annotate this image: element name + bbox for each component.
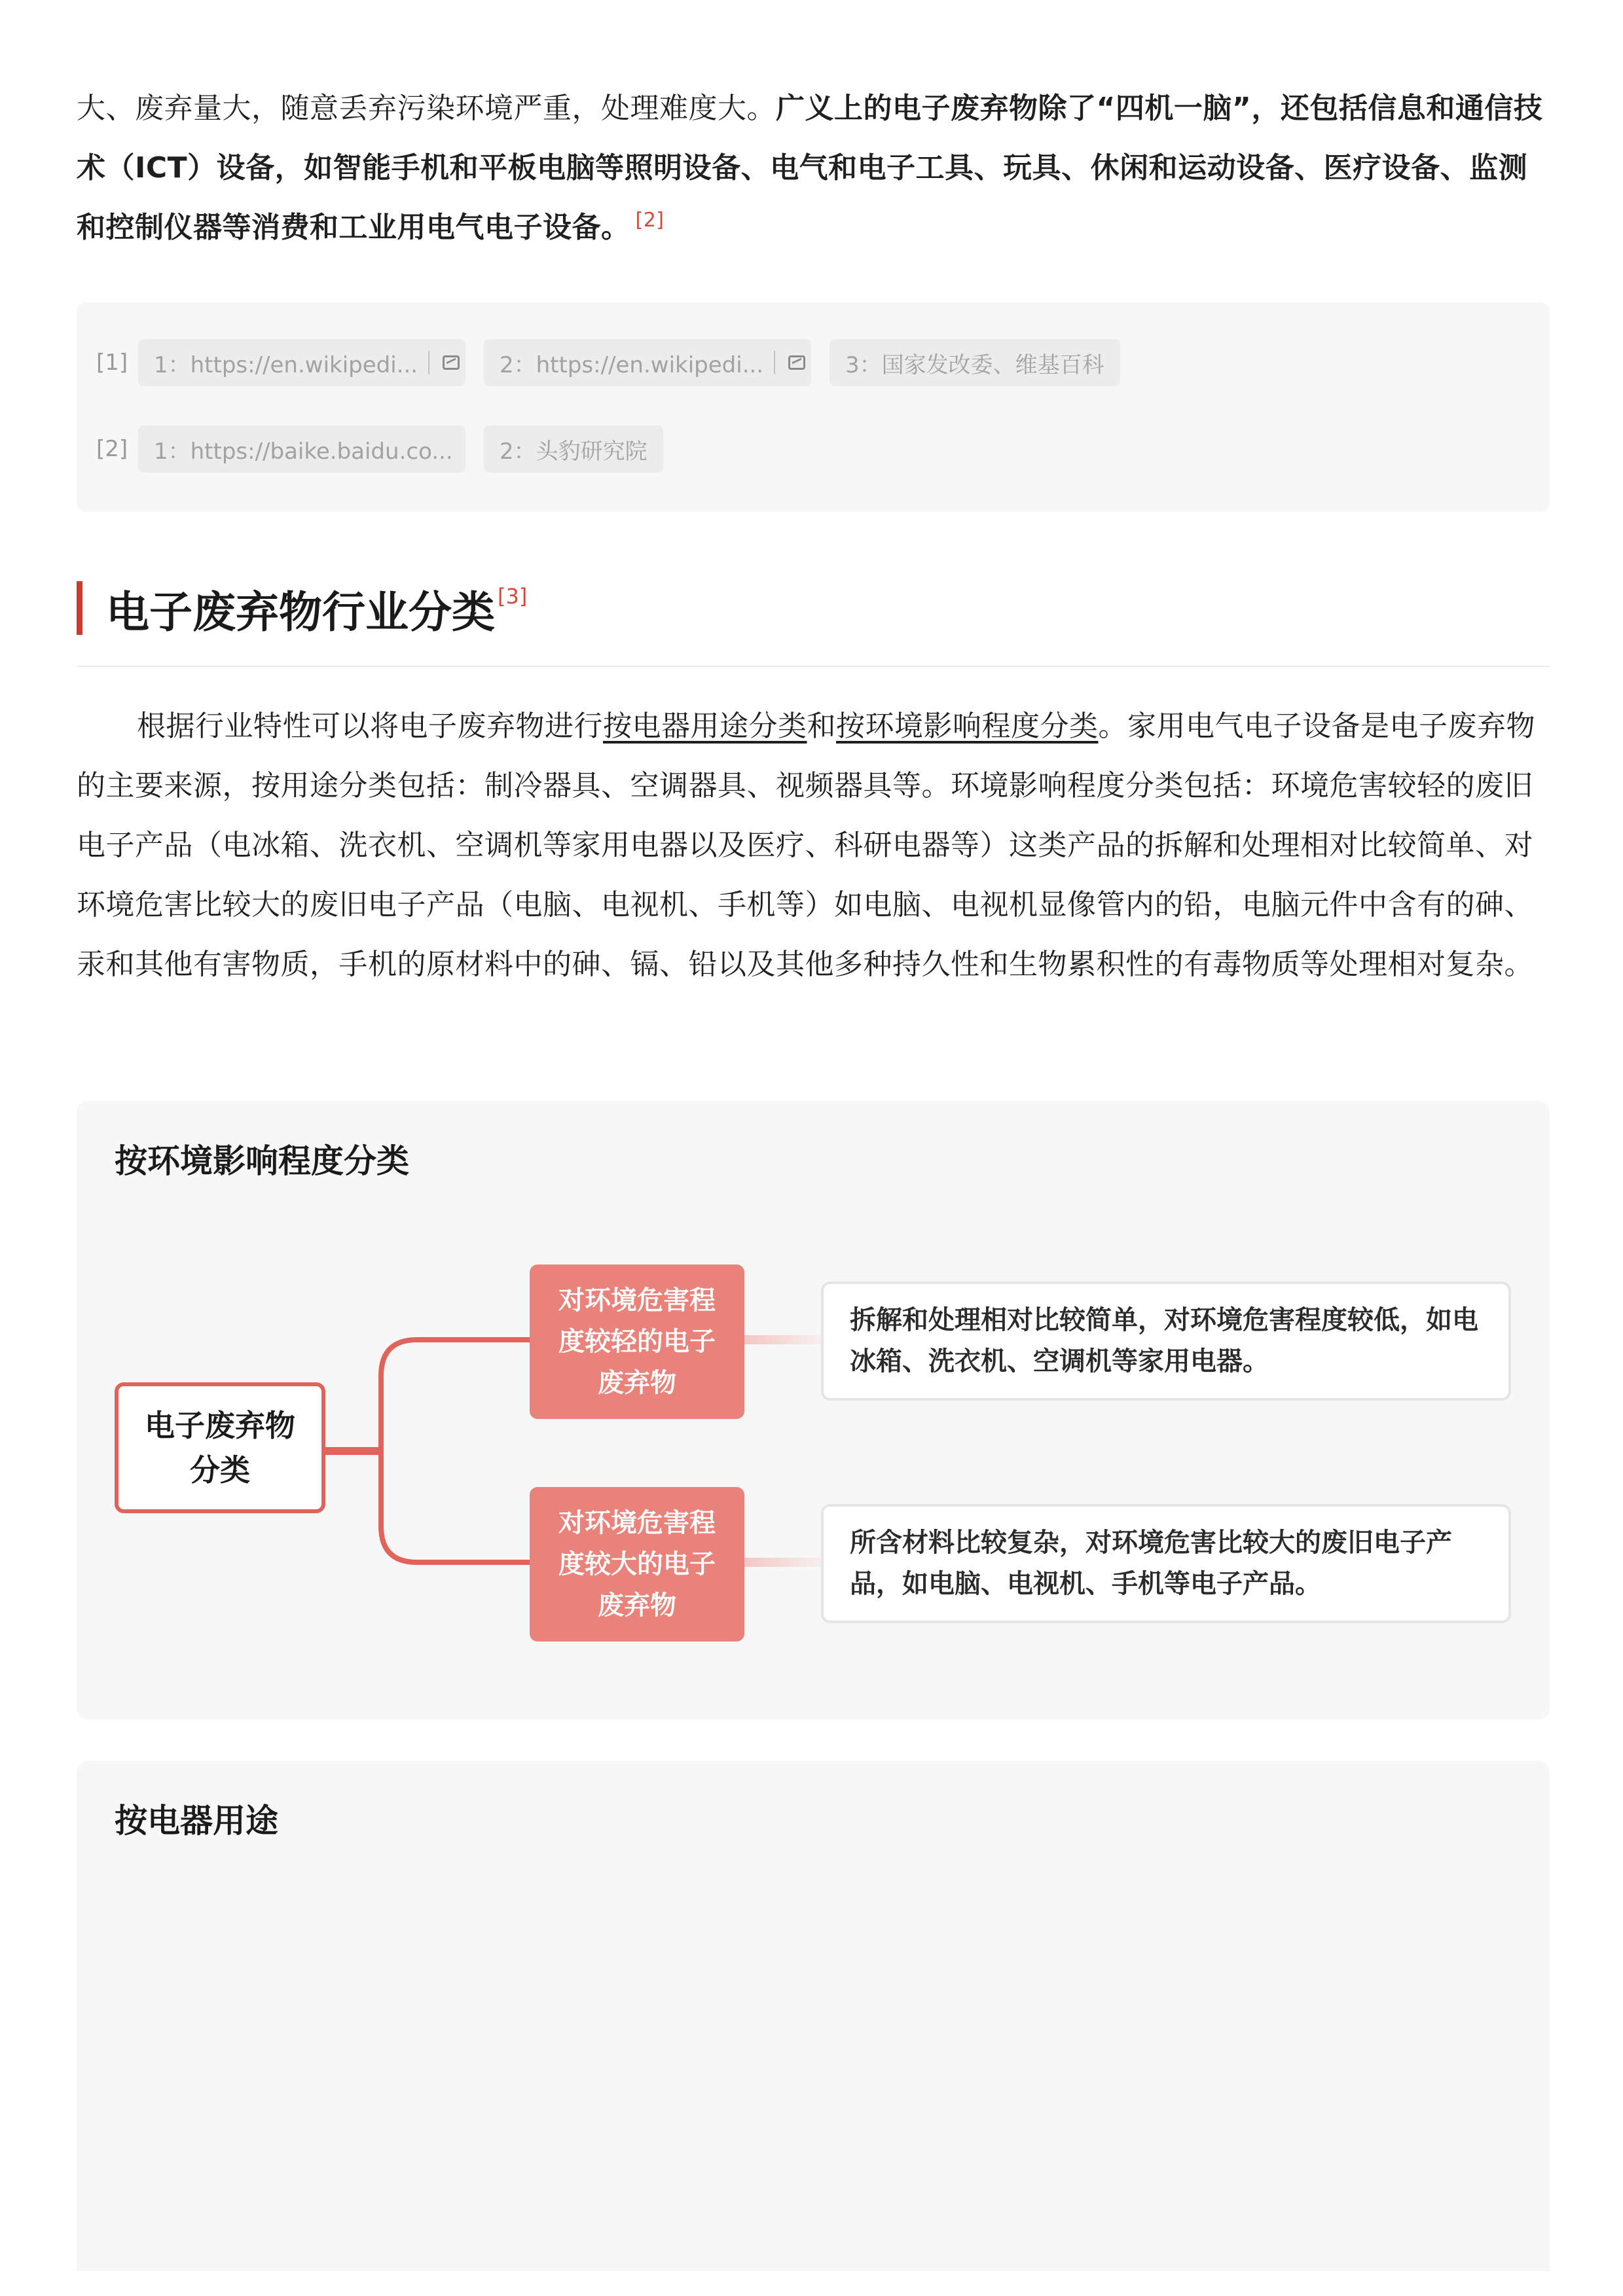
- mindmap-leaf-node: [821, 1504, 1511, 1623]
- chip-divider: [774, 351, 775, 374]
- card-title: 按电器用途: [115, 1802, 278, 1840]
- reference-chip[interactable]: [138, 339, 465, 386]
- link-by-impact[interactable]: 按环境影响程度分类: [836, 709, 1099, 743]
- image-icon: [788, 355, 805, 370]
- card-title: 按环境影响程度分类: [115, 1142, 409, 1180]
- reference-chip[interactable]: [830, 339, 1120, 386]
- body-text: 根据行业特性可以将电子废弃物进行: [137, 709, 603, 743]
- reference-row-2: [96, 425, 682, 473]
- section-title: 电子废弃物行业分类: [106, 586, 495, 637]
- mindmap-branch-node: [530, 1265, 744, 1419]
- classification-card-use: [77, 1761, 1550, 2271]
- reference-row-1: [96, 339, 1139, 386]
- heading-accent-bar: [77, 581, 82, 635]
- intro-plain-text: 大、废弃量大，随意丢弃污染环境严重，处理难度大。: [77, 92, 776, 125]
- reference-chip[interactable]: [138, 425, 465, 473]
- section-heading: [77, 581, 527, 635]
- reference-chip-text: 3：国家发改委、维基百科: [845, 351, 1104, 378]
- intro-paragraph: [77, 79, 1550, 257]
- body-text: 和: [807, 709, 836, 743]
- mindmap-root-node: [115, 1382, 325, 1513]
- classification-card-impact: [77, 1101, 1550, 1719]
- section-divider: [77, 666, 1550, 667]
- reference-chip-text: 2：头豹研究院: [500, 438, 647, 465]
- mindmap-leaf-node: [821, 1282, 1511, 1401]
- intro-reference-link[interactable]: [2]: [635, 209, 665, 232]
- section-reference-link[interactable]: [3]: [498, 584, 528, 609]
- intro-bold-text: 广义上的电子废弃物除了“四机一脑”，还包括信息和通信技术（ICT）设备，如智能手机和平板电脑等照明设备、电气和电子工具、玩具、休闲和运动设备、医疗设备、监测和控制仪器等消费和工业用电气电子设备。: [77, 92, 1543, 244]
- leaf-node-text: 拆解和处理相对比较简单，对环境危害程度较低，如电冰箱、洗衣机、空调机等家用电器。: [850, 1305, 1478, 1376]
- body-paragraph: [77, 696, 1550, 994]
- reference-chip-text: 2：https://en.wikipedi...: [500, 351, 764, 378]
- image-icon: [443, 355, 460, 370]
- body-text: 。家用电气电子设备是电子废弃物的主要来源，按用途分类包括：制冷器具、空调器具、视频器具等。环境影响程度分类包括：环境危害较轻的废旧电子产品（电冰箱、洗衣机、空调机等家用电器以及医疗、科研电器等）这类产品的拆解和处理相对比较简单、对环境危害比较大的废旧电子产品（电脑、电视机、手机等）如电脑、电视机显像管内的铅，电脑元件中含有的砷、汞和其他有害物质，手机的原材料中的砷、镉、铅以及其他多种持久性和生物累积性的有毒物质等处理相对复杂。: [77, 709, 1535, 981]
- chip-divider: [428, 351, 429, 374]
- reference-label: [1]: [96, 350, 128, 376]
- reference-chip-text: 1：https://en.wikipedi...: [154, 351, 418, 378]
- reference-box: [77, 302, 1550, 512]
- root-node-label: 电子废弃物分类: [145, 1408, 295, 1488]
- mindmap-branch-node: [530, 1487, 744, 1641]
- reference-chip[interactable]: [484, 425, 663, 473]
- branch-node-label: 对环境危害程度较大的电子废弃物: [558, 1507, 716, 1621]
- reference-chip[interactable]: [484, 339, 811, 386]
- branch-line-upper: [381, 1340, 535, 1562]
- reference-label: [2]: [96, 436, 128, 462]
- reference-chip-text: 1：https://baike.baidu.co...: [154, 438, 453, 465]
- leaf-node-text: 所含材料比较复杂，对环境危害比较大的废旧电子产品，如电脑、电视机、手机等电子产品。: [850, 1528, 1452, 1599]
- branch-node-label: 对环境危害程度较轻的电子废弃物: [558, 1285, 716, 1398]
- link-by-use[interactable]: 按电器用途分类: [603, 709, 807, 743]
